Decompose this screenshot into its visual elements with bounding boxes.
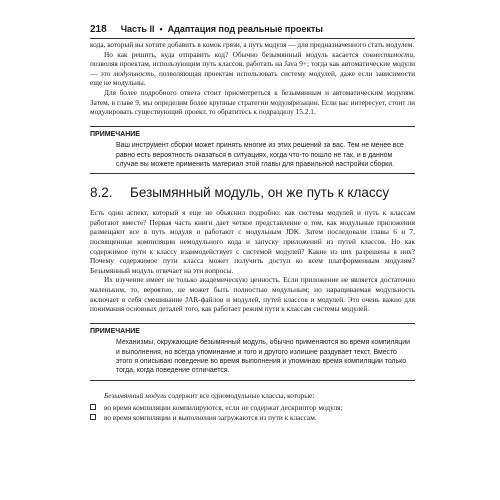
intro-paragraph-3: Для более подробного ответа стоит присмотреться к безымянным и автоматическим модулям. Затем, в главе 9, мы определим более крупные стратегии модуляризации. Если вас интересует, стоит ли модулировать существующий проект, то обратитесь к подразделу 15.2.1. (90, 87, 415, 117)
note-text: Ваш инструмент сборки может принять многие из этих решений за вас. Тем не менее все равно есть вероятность оказаться в ситуациях, когда что-то пошло не так, и в данном случае вы можете применить материал этой главы для правильной настройки сборки. (116, 142, 404, 168)
list-item: во время компиляции и выполнения загружаются из пути к классам. (90, 413, 415, 423)
section-title: Безымянный модуль, он же путь к классу (130, 185, 390, 201)
checkbox-bullet-icon (90, 404, 96, 410)
running-header (90, 24, 415, 39)
note-box-1 (90, 126, 415, 174)
note-title: ПРИМЕЧАНИЕ (90, 126, 415, 140)
intro-paragraph-1: кода, который вы хотите добавить в комок грязи, а путь модуля — для предназначенного стать модулем. (90, 40, 415, 49)
part-label: Часть II (120, 24, 155, 34)
header-bullet: • (159, 24, 163, 34)
list-item: во время компиляции компилируются, если не содержат дескриптор модуля; (90, 403, 415, 413)
note-divider (90, 380, 415, 381)
page-number: 218 (90, 24, 107, 35)
emphasis-compatibility: совместимости (362, 49, 414, 59)
intro-paragraph-2: Но как решить, куда отправить код? Обычно безымянный модуль касается совместимости, позволяя проектам, использующим путь классов, работать на Java 9+; тогда как автоматические модули — это модульность, позволяющая проектам использовать систему модулей, даже если зависимости еще не модульны. (90, 49, 415, 88)
checkbox-bullet-icon (90, 414, 96, 420)
emphasis-modularity: модульность (113, 68, 154, 78)
section-heading (90, 184, 415, 202)
note-box-2 (90, 323, 415, 381)
closing-paragraph: Безымянный модуль содержит все одномодульные классы, которые: (104, 390, 315, 400)
section-paragraph-1: Есть один аспект, который я еще не объяснил подробно: как система модулей и путь к классам работают вместе? Первая часть книги дает четкое представление о том, как модульные приложения размещают все в путь модуля и работают с модульным JDK. Затем последовали главы 6 и 7, посвященные компиляции немодульного кода и запуску приложений из путей классов. Но как содержимое пути к классу взаимодействует с системой модулей? Какие из них разрешены в них? Почему содержимое пути класса может получить доступ ко всем платформенным модулям? Безымянный модуль отвечает на эти вопросы. (90, 208, 415, 275)
section-paragraph-2: Их изучение имеет не только академическую ценность. Если приложение не является достаточно маленьким, то, вероятно, не может быть полностью модульным; но наращиваемая модульность включает в себя смешивание JAR-файлов и модулей, путей классов и модулей. Это очень важно для понимания основных деталей того, как работает режим пути к классам системы модулей. (90, 275, 415, 314)
bullet-list (90, 403, 415, 422)
page-body (90, 40, 415, 422)
section-number: 8.2. (90, 185, 113, 201)
note-title: ПРИМЕЧАНИЕ (90, 323, 415, 337)
emphasis-unnamed-module: Безымянный модуль (104, 390, 167, 400)
note-text: Механизмы, окружающие безымянный модуль, обычно применяются во время компиляции и выполнения, но всегда упоминание и того и другого излишне раздувает текст. Вместо этого я описываю поведение во время выполнения и упоминаю время компиляции только тогда, когда поведение отличается. (116, 339, 410, 375)
note-divider (90, 173, 415, 174)
chapter-title: Адаптация под реальные проекты (167, 24, 323, 34)
